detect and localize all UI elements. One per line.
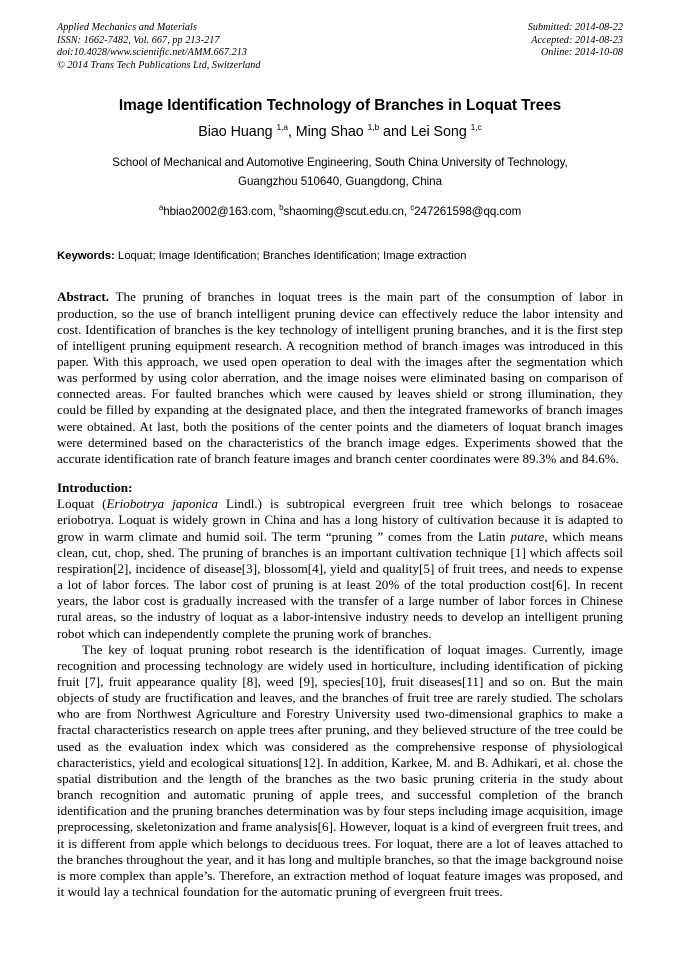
- email-b[interactable]: shaoming@scut.edu.cn,: [283, 205, 411, 219]
- author-1-name: Biao Huang: [198, 124, 277, 141]
- keywords-line: [57, 249, 623, 264]
- intro-p1-part-c: , which means clean, cut, chop, shed. The pruning of branches is an important cultivation technique [1] which affects soil respiration[2], incidence of disease[3], blossom[4], yield and quality[5] of fruit trees, and needs to expense a lot of labor forces. The labor cost of pruning is at least 20% of the total production cost[6]. In recent years, the labor cost is gradually increased with the transfer of a large number of labor forces in Chinese rural areas, so the industry of loquat as a labor-intensive industry needs to develop an intelligent pruning robot which can independently complete the pruning work of branches.: [57, 528, 623, 641]
- journal-name: Applied Mechanics and Materials: [57, 22, 197, 33]
- introduction-section: [57, 496, 623, 900]
- online-date: Online: 2014-10-08: [540, 47, 623, 59]
- journal-copyright: © 2014 Trans Tech Publications Ltd, Switzerland: [57, 59, 261, 71]
- email-a[interactable]: hbiao2002@163.com,: [163, 205, 280, 219]
- journal-issn-volume: ISSN: 1662-7482, Vol. 667, pp 213-217: [57, 34, 220, 46]
- keywords-label: Keywords:: [57, 250, 115, 263]
- author-list: [57, 123, 623, 141]
- email-c[interactable]: 247261598@qq.com: [414, 205, 522, 219]
- keywords-value: Loquat; Image Identification; Branches Identification; Image extraction: [114, 250, 467, 263]
- author-3-name: Lei Song: [410, 124, 471, 141]
- latin-term-italic: putare: [510, 528, 545, 544]
- submitted-date: Submitted: 2014-08-22: [527, 22, 623, 33]
- masthead-dates: [528, 22, 623, 60]
- journal-doi: doi:10.4028/www.scientific.net/AMM.667.213: [57, 47, 248, 59]
- author-1-affiliation-marker: 1,a: [276, 122, 288, 133]
- journal-masthead: [57, 22, 623, 72]
- author-2-affiliation-marker: 1,b: [367, 122, 380, 133]
- author-3-affiliation-marker: 1,c: [470, 122, 482, 133]
- abstract-text: The pruning of branches in loquat trees is the main part of the consumption of labor in production, so the use of branch intelligent pruning device can effectively reduce the labor intensity and cost. Identification of branches is the key technology of intelligent pruning branches, and it is the first step of intelligent pruning equipment research. A recognition method of branch images was introduced in this paper. With this approach, we used open operation to deal with the images after the segmentation which was performed by using color aberration, and the image noises were eliminated basing on comparison of connected areas. For faulted branches which were caused by leaves shield or strong illumination, they could be filled by expanding at the designated place, and then the integrated frameworks of branch images were obtained. At last, both the positions of the center points and the diameters of loquat branch images were determined based on the characteristics of the branch image edges. Experiments showed that the accurate identification rate of branch feature images and branch center coordinates were 89.3% and 84.6%.: [57, 289, 623, 466]
- author-separator-2: and: [379, 124, 411, 141]
- intro-p1-part-b: Lindl.) is subtropical evergreen fruit tree which belongs to rosaceae eriobotrya. Loquat is widely grown in China and has a long history of cultivation because it is adapted to grow in warm climate and humid soil. The term “pruning ” comes from the Latin: [57, 496, 623, 544]
- introduction-paragraph-1: [57, 496, 623, 641]
- abstract-section: [57, 289, 623, 467]
- page-title: Image Identification Technology of Branches in Loquat Trees: [118, 97, 562, 115]
- abstract-paragraph: [57, 289, 623, 467]
- accepted-date: Accepted: 2014-08-23: [531, 34, 623, 46]
- affiliation-line-1: School of Mechanical and Automotive Engineering, South China University of Technology,: [112, 156, 568, 170]
- introduction-heading: Introduction:: [57, 480, 133, 496]
- email-marker-a: a: [158, 203, 164, 213]
- affiliation-line-2: Guangzhou 510640, Guangdong, China: [238, 174, 442, 188]
- introduction-paragraph-2: The key of loquat pruning robot research is the identification of loquat images. Currently, image recognition and processing technology are widely used in horticulture, including identification of picking fruit [7], fruit appearance quality [8], weed [9], species[10], fruit diseases[11] and so on. But the main objects of study are fructification and leaves, and the branches of fruit tree are rarely studied. The scholars who are from Northwest Agriculture and Forestry University used two-dimensional graphics to make a fractal characteristics research on apple trees after pruning, and they believed structure of the tree could be used as the evaluation index which was considered as the comprehensive response of physiological characteristics, yield and ecological situations[12]. In addition, Karkee, M. and B. Adhikari, et al. chose the spatial distribution and the length of the branches as the two basic pruning criteria in the study about branch recognition and automatic pruning of apple trees, and successful completion of the branch identification and the pruning branches determination was by four steps including image acquisition, image preprocessing, skeletonization and frame analysis[6]. However, loquat is a kind of evergreen fruit trees, and it is different from apple which belongs to deciduous trees. For loquat, there are a lot of leaves attached to the branches throughout the year, and it has long and multiple branches, so that the image background noise is more complex than apple’s. Therefore, an extraction method of loquat feature images was proposed, and it would lay a technical foundation for the automatic pruning of evergreen fruit trees.: [57, 641, 623, 899]
- masthead-journal-info: [57, 22, 261, 72]
- species-name-italic: Eriobotrya japonica: [106, 496, 218, 512]
- author-separator-1: ,: [287, 124, 296, 141]
- email-marker-b: b: [279, 203, 284, 213]
- abstract-label: Abstract.: [57, 289, 110, 305]
- author-2-name: Ming Shao: [295, 124, 368, 141]
- author-emails: [57, 204, 623, 219]
- intro-p1-part-a: Loquat (: [57, 496, 107, 512]
- email-marker-c: c: [410, 203, 415, 213]
- title-block: [57, 96, 623, 219]
- affiliation-block: [57, 154, 623, 191]
